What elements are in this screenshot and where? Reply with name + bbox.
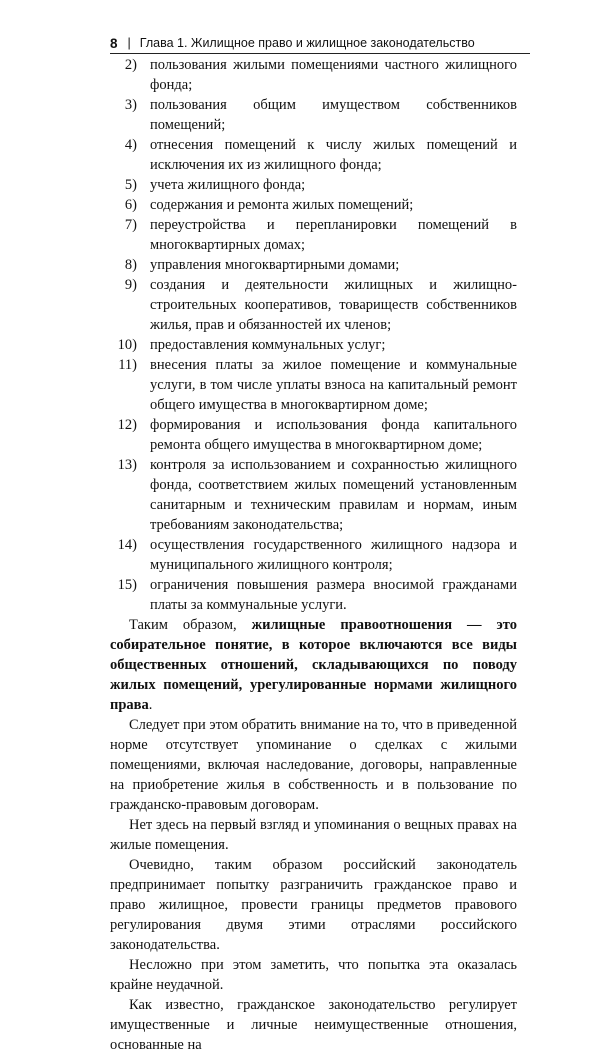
header-separator: | [127,36,131,50]
list-item-text: внесения платы за жилое помещение и коммунальные услуги, в том числе уплаты взноса на капитальный ремонт общего имущества в многоквартирном доме; [150,357,517,413]
paragraph: Следует при этом обратить внимание на то, что в приведенной норме отсутствует упоминание о сделках с жилыми помещениями, включая наследование, договоры, направленные на приобретение жилья в собственность и в пользование по гражданско-правовым договорам. [110,717,517,813]
list-item-number: 12) [117,417,137,433]
list-item [110,175,517,195]
list-item-number: 9) [124,277,137,293]
list-item-number: 5) [124,177,137,193]
chapter-title: Глава 1. Жилищное право и жилищное законодательство [139,36,475,50]
list-item-text: содержания и ремонта жилых помещений; [150,197,414,213]
list-item-text: пользования общим имуществом собственников помещений; [150,97,517,133]
list-item-number: 15) [117,577,137,593]
list-item-number: 10) [117,337,137,353]
page-number: 8 [110,35,118,51]
list-item-text: пользования жилыми помещениями частного жилищного фонда; [150,57,517,93]
definition-intro: Таким образом, [129,617,252,633]
list-item [110,355,517,415]
paragraph: Очевидно, таким образом российский законодатель предпринимает попытку разграничить гражданское право и право жилищное, провести границы предметов правового регулирования двумя этими отраслями российского законодательства. [110,857,517,953]
list-item-number: 4) [124,137,137,153]
list-item-number: 2) [124,57,137,73]
header-rule [110,53,530,54]
list-item [110,415,517,455]
definition-end: . [148,697,153,713]
list-item-text: осуществления государственного жилищного надзора и муниципального жилищного контроля; [150,537,517,573]
list-item-number: 6) [124,197,137,213]
list-item-text: создания и деятельности жилищных и жилищно-строительных кооперативов, товариществ собственников жилья, прав и обязанностей их членов; [150,277,517,333]
list-item-text: контроля за использованием и сохранностью жилищного фонда, соответствием жилых помещений установленным санитарным и техническим правилам и нормам, иным требованиям законодательства; [150,457,517,533]
list-item-text: формирования и использования фонда капитального ремонта общего имущества в многоквартирном доме; [150,417,517,453]
list-item [110,135,517,175]
list-item-number: 8) [124,257,137,273]
list-item [110,195,517,215]
list-item [110,95,517,135]
list-item [110,535,517,575]
paragraph: Несложно при этом заметить, что попытка эта оказалась крайне неудачной. [110,957,517,993]
list-item [110,575,517,615]
paragraph: Нет здесь на первый взгляд и упоминания о вещных правах на жилые помещения. [110,817,517,853]
page-body [110,55,517,1055]
definition-emphasis: жилищные правоотношения — это собирательное понятие, в которое включаются все виды общественных отношений, складывающихся по поводу жилых помещений, урегулированные нормами жилищного права [110,617,517,713]
paragraph-definition [110,615,517,715]
paragraph: Как известно, гражданское законодательство регулирует имущественные и личные неимущественные отношения, основанные на [110,997,517,1053]
list-item-text: предоставления коммунальных услуг; [150,337,386,353]
list-item [110,255,517,275]
list-item [110,275,517,335]
running-head [110,33,530,53]
list-item-number: 11) [118,357,137,373]
list-item-text: учета жилищного фонда; [150,177,306,193]
enumerated-list [110,55,517,615]
list-item-text: переустройства и перепланировки помещений в многоквартирных домах; [150,217,517,253]
list-item [110,215,517,255]
list-item-number: 3) [124,97,137,113]
list-item-text: управления многоквартирными домами; [150,257,400,273]
list-item-number: 14) [117,537,137,553]
list-item-text: ограничения повышения размера вносимой гражданами платы за коммунальные услуги. [150,577,517,613]
list-item-number: 7) [124,217,137,233]
list-item [110,55,517,95]
list-item-number: 13) [117,457,137,473]
list-item-text: отнесения помещений к числу жилых помещений и исключения их из жилищного фонда; [150,137,517,173]
list-item [110,455,517,535]
list-item [110,335,517,355]
